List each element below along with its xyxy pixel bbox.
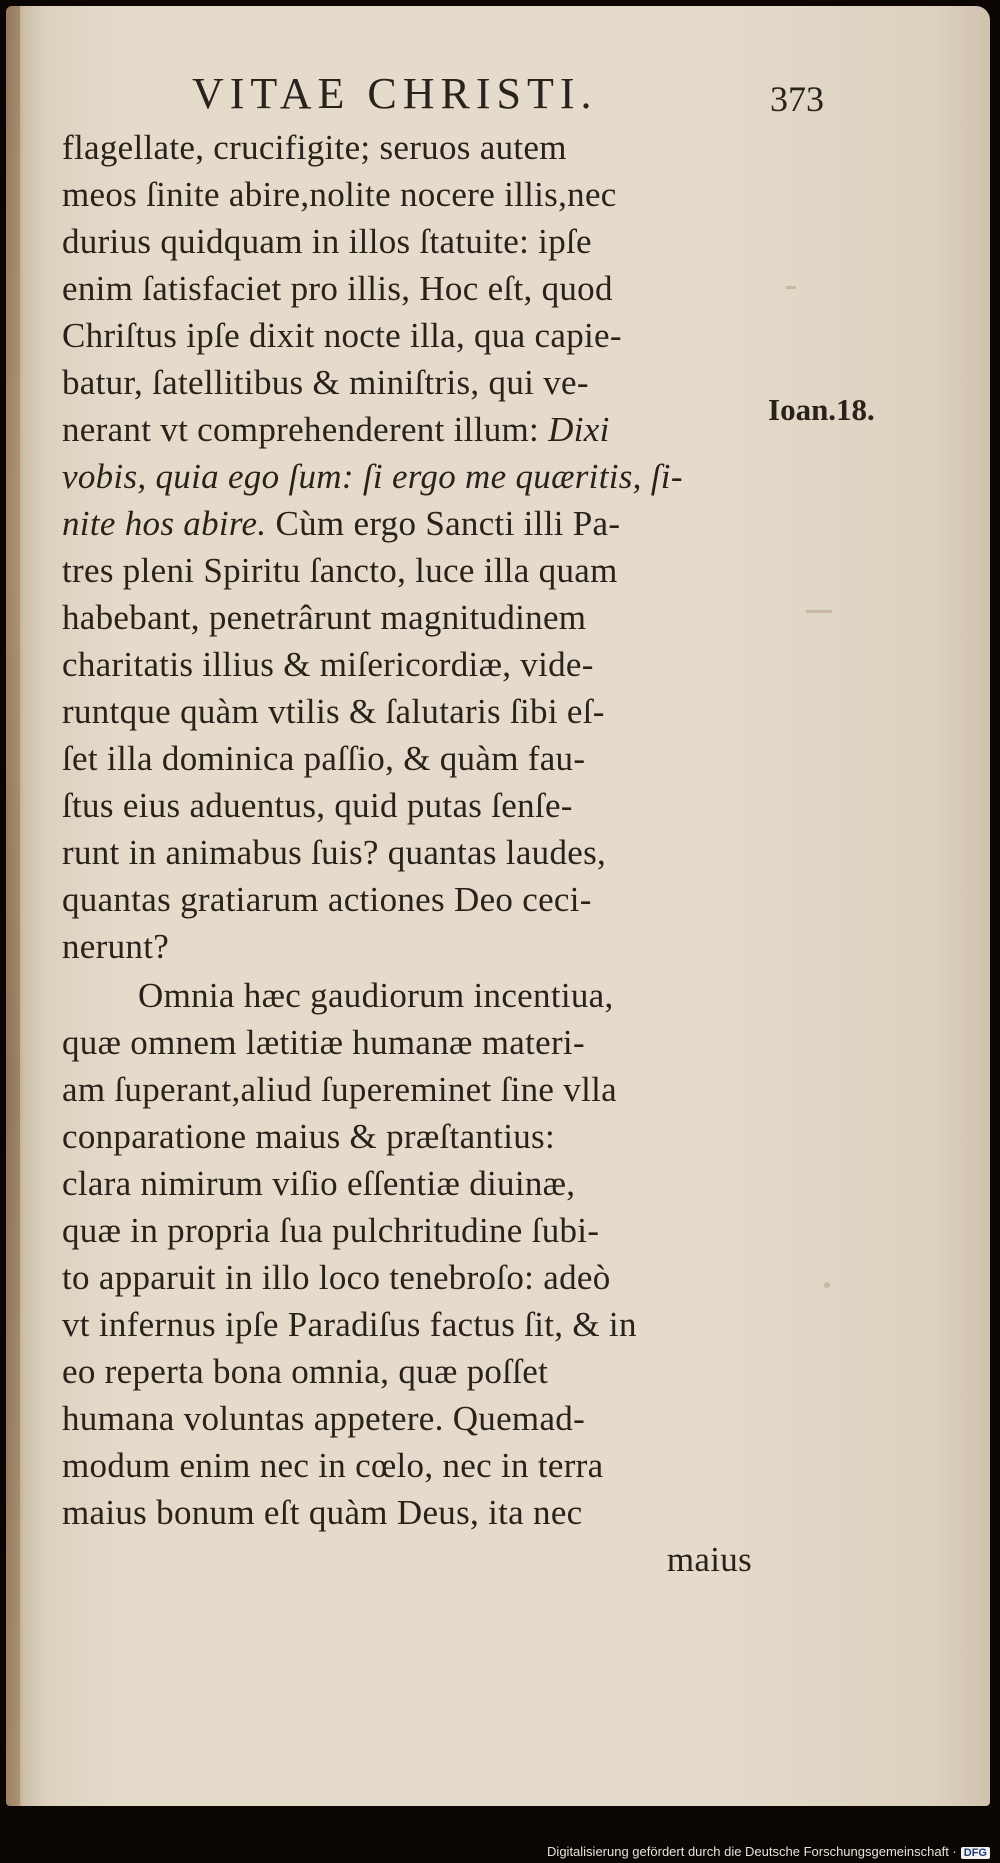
- text-line-content: nerunt?: [62, 927, 170, 966]
- text-line: [62, 829, 762, 876]
- italic-quote: Dixi: [548, 410, 610, 449]
- text-line: [62, 876, 762, 923]
- text-line-content: vt infernus ipſe Paradiſus factus ſit, & in: [62, 1305, 637, 1344]
- text-line-content: meos ſinite abire,nolite nocere illis,nec: [62, 175, 617, 214]
- text-line: [62, 312, 762, 359]
- text-line: [62, 547, 762, 594]
- text-line-content: flagellate, crucifigite; seruos autem: [62, 128, 567, 167]
- text-line-content: charitatis illius & miſericordiæ, vide-: [62, 645, 594, 684]
- text-line: [62, 265, 762, 312]
- text-line-content: quæ in propria ſua pulchritudine ſubi-: [62, 1211, 600, 1250]
- text-line: [62, 1019, 762, 1066]
- text-line-content: habebant, penetrârunt magnitudinem: [62, 598, 587, 637]
- main-text: [62, 124, 762, 1583]
- page-header: [6, 68, 990, 128]
- text-line-content: am ſuperant,aliud ſupereminet ſine vlla: [62, 1070, 617, 1109]
- text-line: [62, 782, 762, 829]
- text-line-content: eo reperta bona omnia, quæ poſſet: [62, 1352, 549, 1391]
- text-line: [62, 1395, 762, 1442]
- catchword: [62, 1536, 762, 1583]
- text-line: [62, 1207, 762, 1254]
- dfg-logo-icon: DFG: [961, 1847, 990, 1859]
- text-line: [62, 1066, 762, 1113]
- text-line: [62, 406, 762, 453]
- text-line-content: runt in animabus ſuis? quantas laudes,: [62, 833, 607, 872]
- text-line-content: enim ſatisfaciet pro illis, Hoc eſt, quod: [62, 269, 613, 308]
- paragraph-first-line: [62, 972, 762, 1019]
- text-line-content: conparatione maius & præſtantius:: [62, 1117, 555, 1156]
- text-line: [62, 171, 762, 218]
- text-line-content: Omnia hæc gaudiorum incentiua,: [138, 976, 614, 1015]
- text-line-content: runtque quàm vtilis & ſalutaris ſibi eſ-: [62, 692, 605, 731]
- text-line: [62, 500, 762, 547]
- text-line: [62, 594, 762, 641]
- text-line-content: maius bonum eſt quàm Deus, ita nec: [62, 1493, 583, 1532]
- text-line: [62, 688, 762, 735]
- book-page: [6, 6, 990, 1806]
- running-title: VITAE CHRISTI.: [192, 69, 598, 118]
- text-line-content: Cùm ergo Sancti illi Pa-: [266, 504, 621, 543]
- digitization-credit: [547, 1844, 990, 1859]
- text-line-content: nerant vt comprehenderent illum:: [62, 410, 549, 449]
- text-line: [62, 359, 762, 406]
- text-line-content: Chriſtus ipſe dixit nocte illa, qua capie-: [62, 316, 622, 355]
- text-line-content: to apparuit in illo loco tenebroſo: adeò: [62, 1258, 611, 1297]
- margin-mark: [806, 610, 832, 613]
- text-line: [62, 124, 762, 171]
- margin-mark: [786, 286, 796, 289]
- catchword-text: maius: [666, 1540, 752, 1579]
- italic-quote: nite hos abire.: [62, 504, 267, 543]
- text-line: [62, 1254, 762, 1301]
- text-line: [62, 1113, 762, 1160]
- text-line: [62, 218, 762, 265]
- text-line: [62, 1442, 762, 1489]
- margin-mark: [824, 1282, 830, 1288]
- text-line-content: ſtus eius aduentus, quid putas ſenſe-: [62, 786, 573, 825]
- text-line-content: modum enim nec in cœlo, nec in terra: [62, 1446, 604, 1485]
- text-line: [62, 1348, 762, 1395]
- text-line: [62, 641, 762, 688]
- text-line: [62, 923, 762, 970]
- text-line: [62, 1160, 762, 1207]
- text-line-content: durius quidquam in illos ſtatuite: ipſe: [62, 222, 592, 261]
- page-number: 373: [770, 79, 824, 119]
- text-line-content: batur, ſatellitibus & miniſtris, qui ve-: [62, 363, 589, 402]
- text-line-content: clara nimirum viſio eſſentiæ diuinæ,: [62, 1164, 576, 1203]
- text-line-content: ſet illa dominica paſſio, & quàm fau-: [62, 739, 586, 778]
- margin-note: Ioan.18.: [768, 392, 875, 427]
- text-line: [62, 1489, 762, 1536]
- text-line-content: tres pleni Spiritu ſancto, luce illa quam: [62, 551, 618, 590]
- text-line: [62, 735, 762, 782]
- italic-quote: vobis, quia ego ſum: ſi ergo me quæritis, ſi-: [62, 457, 683, 496]
- text-line-content: quæ omnem lætitiæ humanæ materi-: [62, 1023, 585, 1062]
- credit-text: Digitalisierung gefördert durch die Deutsche Forschungsgemeinschaft ·: [547, 1844, 957, 1859]
- text-line-content: quantas gratiarum actiones Deo ceci-: [62, 880, 592, 919]
- text-line: [62, 453, 762, 500]
- text-line-content: humana voluntas appetere. Quemad-: [62, 1399, 586, 1438]
- text-line: [62, 1301, 762, 1348]
